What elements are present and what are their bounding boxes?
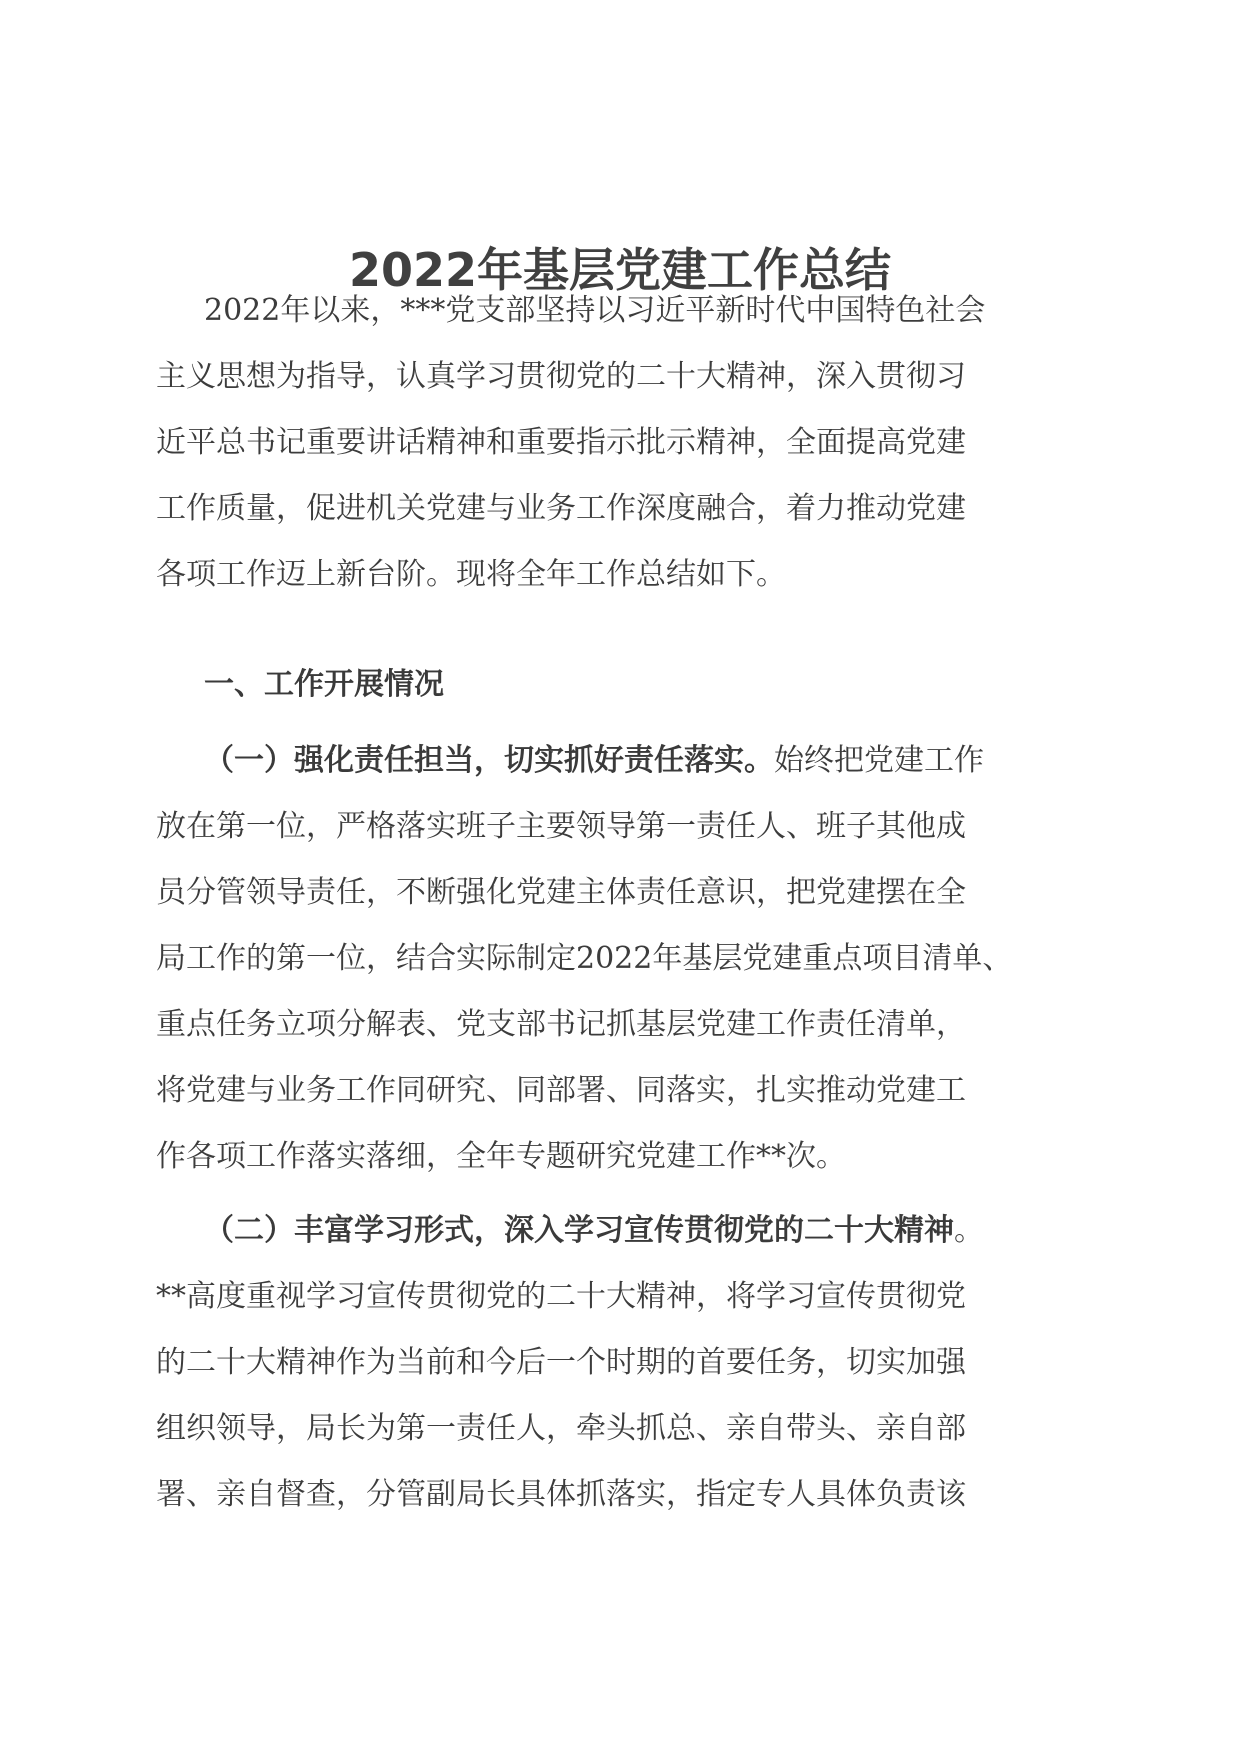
item-2-lead: （二）丰富学习形式，深入学习宣传贯彻党的二十大精神 [204,1213,954,1248]
intro-line-1: 2022年以来，***党支部坚持以习近平新时代中国特色社会 [204,293,986,328]
item-1-line-7: 作各项工作落实落细，全年专题研究党建工作**次。 [156,1139,846,1174]
item-2-line-4: 组织领导，局长为第一责任人，牵头抓总、亲自带头、亲自部 [156,1411,966,1446]
section-heading-block [156,652,1096,718]
item-2-line-2: **高度重视学习宣传贯彻党的二十大精神，将学习宣传贯彻党 [156,1279,966,1314]
intro-line-3: 近平总书记重要讲话精神和重要指示批示精神，全面提高党建 [156,425,966,460]
item-2-first-line-rest: 。 [954,1213,984,1248]
document-title: 2022年基层党建工作总结 [348,243,892,297]
intro-line-2: 主义思想为指导，认真学习贯彻党的二十大精神，深入贯彻习 [156,359,966,394]
intro-line-5: 各项工作迈上新台阶。现将全年工作总结如下。 [156,557,786,592]
item-1-line-4: 局工作的第一位，结合实际制定2022年基层党建重点项目清单、 [156,941,1013,976]
item-1-first-line [156,728,1096,794]
item-1-line-3: 员分管领导责任，不断强化党建主体责任意识，把党建摆在全 [156,875,966,910]
item-1-first-line-rest: 始终把党建工作 [774,743,984,778]
item-1-line-2: 放在第一位，严格落实班子主要领导第一责任人、班子其他成 [156,809,966,844]
item-1-lead: （一）强化责任担当，切实抓好责任落实。 [204,743,774,778]
item-2-first-line [156,1198,1096,1264]
item-2-line-5: 署、亲自督查，分管副局长具体抓落实，指定专人具体负责该 [156,1477,966,1512]
item-1-paragraph [156,728,1096,1190]
item-1-line-5: 重点任务立项分解表、党支部书记抓基层党建工作责任清单， [156,1007,966,1042]
item-2-line-3: 的二十大精神作为当前和今后一个时期的首要任务，切实加强 [156,1345,966,1380]
intro-paragraph [156,278,1096,608]
item-1-line-6: 将党建与业务工作同研究、同部署、同落实，扎实推动党建工 [156,1073,966,1108]
intro-line-4: 工作质量，促进机关党建与业务工作深度融合，着力推动党建 [156,491,966,526]
section-heading: 一、工作开展情况 [204,667,444,702]
item-2-paragraph [156,1198,1096,1528]
